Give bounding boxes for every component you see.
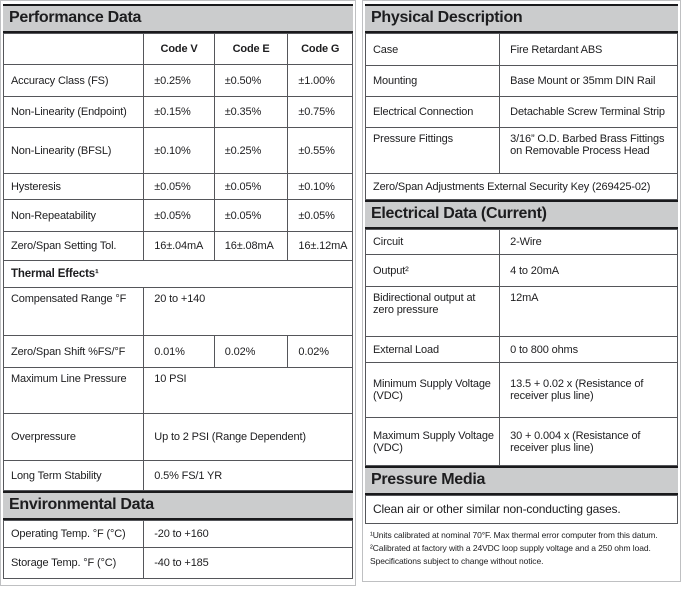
spec-value: Fire Retardant ABS: [500, 34, 678, 66]
row-maximum-supply-voltage: [366, 418, 678, 466]
spec-value: Base Mount or 35mm DIN Rail: [500, 66, 678, 97]
row-zero-span-adjustments-note: [366, 174, 678, 200]
spec-label: Maximum Supply Voltage (VDC): [366, 418, 500, 466]
right-column: [362, 0, 681, 586]
spec-label: Maximum Line Pressure: [4, 368, 144, 414]
subsection-label: Thermal Effects¹: [4, 261, 353, 288]
spec-label: Zero/Span Shift %FS/°F: [4, 336, 144, 368]
electrical-data-header: [365, 200, 678, 229]
spec-label: Compensated Range °F: [4, 288, 144, 336]
section-title: Electrical Data (Current): [371, 205, 547, 222]
spec-label: Accuracy Class (FS): [4, 65, 144, 97]
physical-table: [365, 33, 678, 200]
row-pressure-fittings: [366, 128, 678, 174]
spec-label: Long Term Stability: [4, 461, 144, 491]
section-title: Environmental Data: [9, 496, 154, 513]
row-output: [366, 255, 678, 287]
performance-data-header: [3, 4, 353, 33]
row-operating-temp: [4, 521, 353, 548]
spec-label: External Load: [366, 337, 500, 363]
spec-value: 4 to 20mA: [500, 255, 678, 287]
spec-value: 16±.12mA: [288, 232, 353, 261]
spec-label: Hysteresis: [4, 174, 144, 200]
spec-value: ±1.00%: [288, 65, 353, 97]
spec-value: 12mA: [500, 287, 678, 337]
electrical-table: [365, 229, 678, 466]
spec-value: ±0.05%: [144, 174, 214, 200]
spec-label: Bidirectional output at zero pressure: [366, 287, 500, 337]
row-non-linearity-bfsl: [4, 128, 353, 174]
row-minimum-supply-voltage: [366, 363, 678, 418]
spec-value: ±0.50%: [214, 65, 288, 97]
spec-label: Storage Temp. °F (°C): [4, 548, 144, 579]
table-row: [4, 34, 353, 65]
spec-label: Operating Temp. °F (°C): [4, 521, 144, 548]
section-title: Physical Description: [371, 9, 523, 26]
spec-value: 0 to 800 ohms: [500, 337, 678, 363]
row-non-repeatability: [4, 200, 353, 232]
spec-value: 2-Wire: [500, 230, 678, 255]
row-long-term-stability: [4, 461, 353, 491]
spec-value: 20 to +140: [144, 288, 353, 336]
spec-label: Pressure Fittings: [366, 128, 500, 174]
footnotes: [365, 524, 678, 575]
spec-note: Zero/Span Adjustments External Security Key (269425-02): [366, 174, 678, 200]
footnote-1: ¹Units calibrated at nominal 70°F. Max thermal error computer from this datum.: [370, 530, 658, 540]
pressure-media-header: [365, 466, 678, 495]
spec-label: Non-Repeatability: [4, 200, 144, 232]
row-accuracy-class: [4, 65, 353, 97]
spec-label: Case: [366, 34, 500, 66]
spec-label: Mounting: [366, 66, 500, 97]
physical-description-header: [365, 4, 678, 33]
spec-value: -40 to +185: [144, 548, 353, 579]
row-maximum-line-pressure: [4, 368, 353, 414]
row-non-linearity-endpoint: [4, 97, 353, 128]
spec-label: Electrical Connection: [366, 97, 500, 128]
spec-value: ±0.25%: [214, 128, 288, 174]
spec-value: ±0.05%: [214, 200, 288, 232]
row-external-load: [366, 337, 678, 363]
spec-value: ±0.75%: [288, 97, 353, 128]
spec-value: Detachable Screw Terminal Strip: [500, 97, 678, 128]
row-mounting: [366, 66, 678, 97]
row-overpressure: [4, 414, 353, 461]
spec-value: ±0.05%: [214, 174, 288, 200]
pressure-media-table: [365, 495, 678, 524]
environmental-data-header: [3, 491, 353, 520]
section-title: Performance Data: [9, 9, 142, 26]
spec-value: ±0.10%: [144, 128, 214, 174]
spec-label: Zero/Span Setting Tol.: [4, 232, 144, 261]
spec-value: ±0.15%: [144, 97, 214, 128]
spec-value: ±0.25%: [144, 65, 214, 97]
footnote-3: Specifications subject to change without notice.: [370, 555, 544, 566]
spec-value: 16±.08mA: [214, 232, 288, 261]
spec-value: 0.02%: [288, 336, 353, 368]
column-header-empty: [4, 34, 144, 65]
performance-table: [3, 33, 353, 491]
row-hysteresis: [4, 174, 353, 200]
spec-label: Overpressure: [4, 414, 144, 461]
environmental-table: [3, 520, 353, 579]
row-thermal-effects: [4, 261, 353, 288]
spec-value: 3/16” O.D. Barbed Brass Fittings on Removable Process Head: [500, 128, 678, 174]
spec-label: Minimum Supply Voltage (VDC): [366, 363, 500, 418]
row-zero-span-shift: [4, 336, 353, 368]
spec-label: Non-Linearity (BFSL): [4, 128, 144, 174]
row-compensated-range: [4, 288, 353, 336]
spec-label: Output²: [366, 255, 500, 287]
spec-value: ±0.05%: [288, 200, 353, 232]
spec-label: Non-Linearity (Endpoint): [4, 97, 144, 128]
spec-value: 30 + 0.004 x (Resistance of receiver plus line): [500, 418, 678, 466]
spec-value: -20 to +160: [144, 521, 353, 548]
row-bidirectional-output: [366, 287, 678, 337]
row-case: [366, 34, 678, 66]
right-table-frame: [362, 0, 681, 582]
spec-value: 10 PSI: [144, 368, 353, 414]
row-pressure-media: [366, 496, 678, 524]
row-storage-temp: [4, 548, 353, 579]
row-circuit: [366, 230, 678, 255]
row-electrical-connection: [366, 97, 678, 128]
spec-label: Circuit: [366, 230, 500, 255]
spec-value: ±0.05%: [144, 200, 214, 232]
column-header-code-g: Code G: [288, 34, 353, 65]
spec-value: Up to 2 PSI (Range Dependent): [144, 414, 353, 461]
column-header-code-v: Code V: [144, 34, 214, 65]
row-zero-span-setting-tol: [4, 232, 353, 261]
spec-value: 0.5% FS/1 YR: [144, 461, 353, 491]
spec-value: 0.01%: [144, 336, 214, 368]
footnote-2: ²Calibrated at factory with a 24VDC loop supply voltage and a 250 ohm load.: [370, 542, 651, 553]
column-header-code-e: Code E: [214, 34, 288, 65]
spec-value: 13.5 + 0.02 x (Resistance of receiver plus line): [500, 363, 678, 418]
spec-value: ±0.55%: [288, 128, 353, 174]
spec-value: 0.02%: [214, 336, 288, 368]
spec-value: Clean air or other similar non-conducting gases.: [366, 496, 678, 524]
spec-value: ±0.35%: [214, 97, 288, 128]
spec-value: ±0.10%: [288, 174, 353, 200]
spec-value: 16±.04mA: [144, 232, 214, 261]
section-title: Pressure Media: [371, 471, 486, 488]
